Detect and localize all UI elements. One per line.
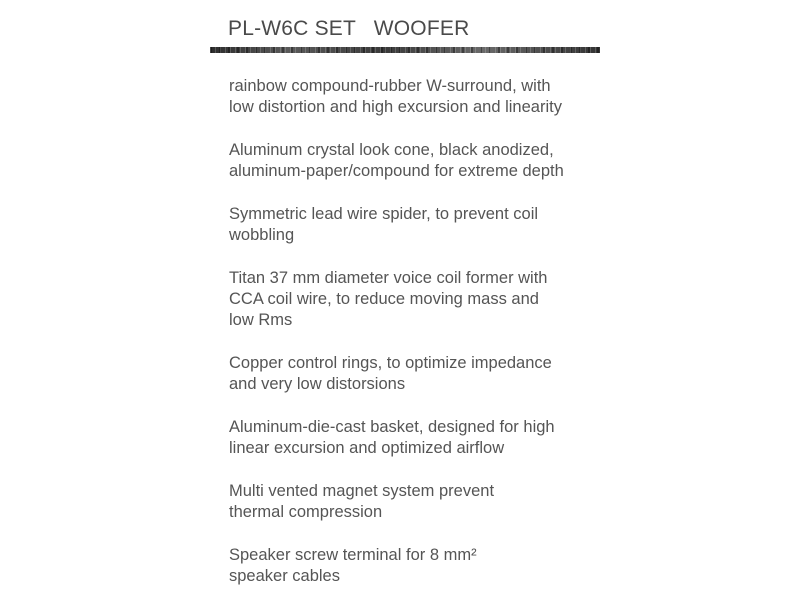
header bbox=[210, 0, 600, 54]
feature-list bbox=[229, 76, 599, 609]
feature-cone: Aluminum crystal look cone, black anodized, aluminum-paper/compound for extreme depth bbox=[229, 141, 564, 180]
granite-divider-bar bbox=[210, 47, 600, 53]
feature-spider: Symmetric lead wire spider, to prevent coil wobbling bbox=[229, 205, 539, 244]
feature-surround: rainbow compound-rubber W-surround, with low distortion and high excursion and linearity bbox=[229, 77, 562, 116]
page-title: PL-W6C SET WOOFER bbox=[228, 17, 470, 40]
feature-voice-coil: Titan 37 mm diameter voice coil former with CCA coil wire, to reduce moving mass and low Rms bbox=[229, 269, 548, 329]
feature-basket: Aluminum-die-cast basket, designed for high linear excursion and optimized airflow bbox=[229, 418, 555, 457]
feature-control-rings: Copper control rings, to optimize impedance and very low distorsions bbox=[229, 354, 552, 393]
feature-terminal: Speaker screw terminal for 8 mm² speaker cables bbox=[229, 546, 477, 585]
feature-magnet-system: Multi vented magnet system prevent thermal compression bbox=[229, 482, 495, 521]
